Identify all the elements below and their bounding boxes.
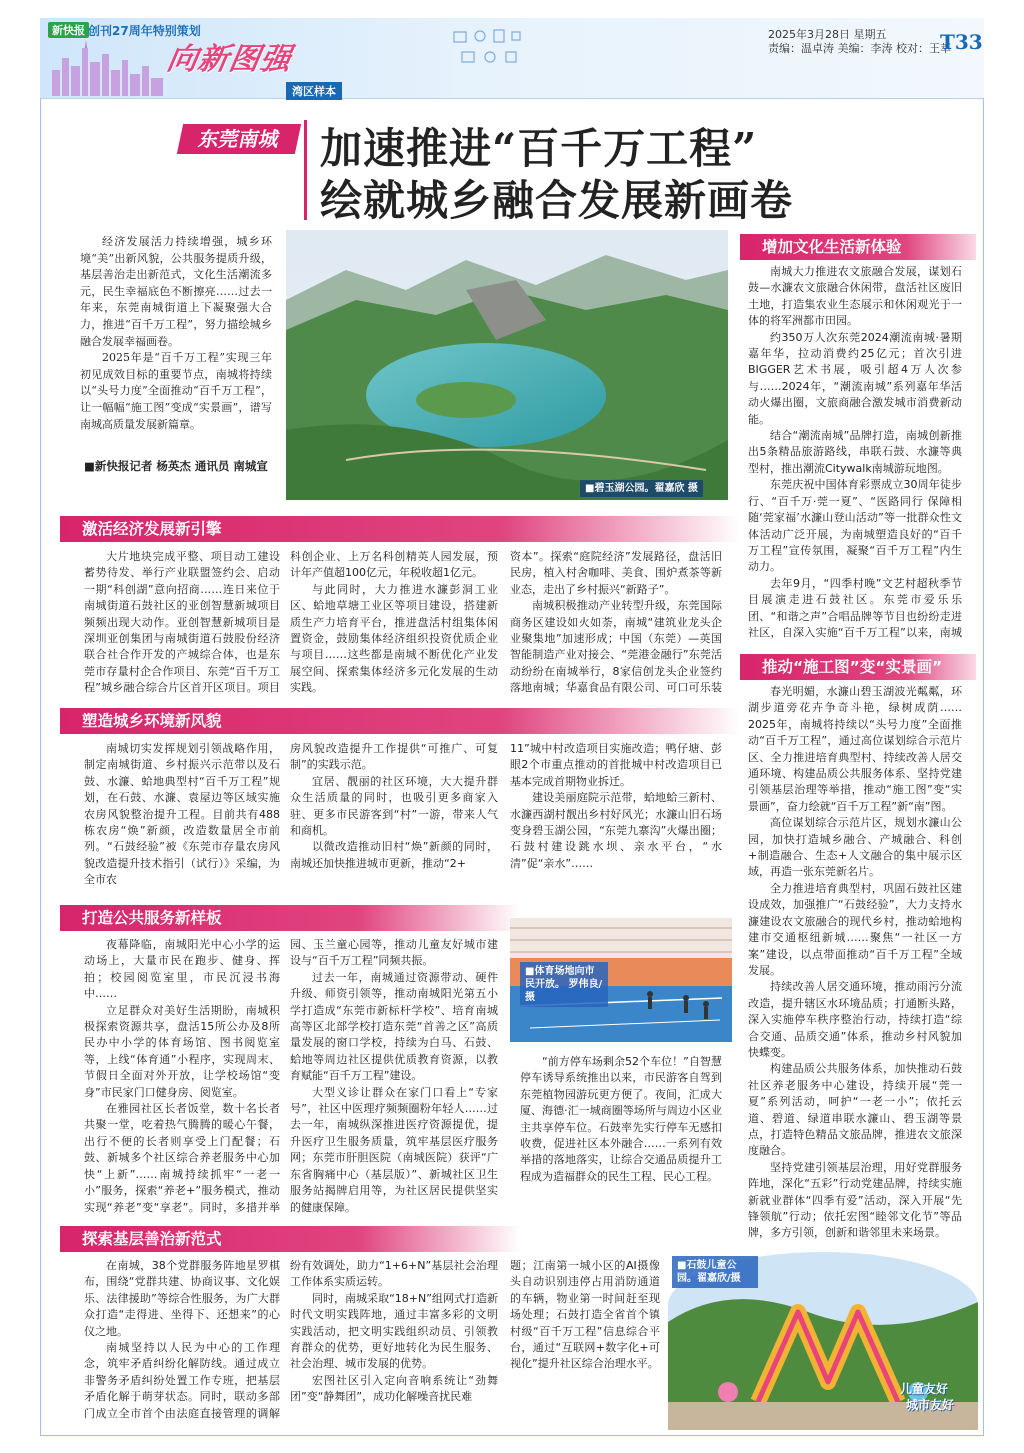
edition-label: 创刊27周年特别策划: [88, 24, 201, 38]
paragraph: 夜幕降临，南城阳光中心小学的运动场上，大量市民在跑步、健身、挥拍；校园阅览室里，市民沉浸书海中……: [84, 938, 280, 1001]
economy-col-3: [510, 549, 722, 697]
paragraph: 科创企业、上万名科创精英人园发展，预计年产值超100亿元，年税收超1亿元。: [290, 550, 498, 580]
public-service-col-2: [290, 937, 498, 1215]
lead-paragraph: 2025年是“百千万工程”实现三年初见成效目标的重要节点，南城将持续以“头号力度”全面推动“百千万工程”，让一幅幅“施工图”变成“实景画”，谱写南城高质量发展新篇章。: [80, 351, 272, 431]
governance-col-2: [290, 1258, 498, 1422]
page-number: T33: [940, 30, 983, 54]
kicker-label: 东莞南城: [177, 124, 301, 154]
lead-paragraph: 经济发展活力持续增强，城乡环境“美”出新风貌，公共服务提质升级，基层善治走出新范式，文化生活潮流多元，民生幸福底色不断擦亮……过去一年来，东莞南城街道上下凝聚强大合力，推进“百千万工程”，努力描绘城乡融合发展幸福画卷。: [80, 235, 272, 348]
paragraph: 宜居、靓丽的社区环境，大大提升群众生活质量的同时，也吸引更多商家入驻、更多市民游客到“村”一游，带来人气和商机。: [290, 774, 498, 838]
photo-caption-park: ■石鼓儿童公园。翟嘉欣/摄: [672, 1256, 758, 1288]
environment-col-3: [510, 741, 722, 889]
paragraph: 题；江南第一城小区的AI摄像头自动识别违停占用消防通道的车辆，物业第一时间赶至现场处理；石鼓打造全省首个镇村级“百千万工程”信息综合平台，通过“互联网+数字化+可视化”提升社区综合治理水平。: [510, 1259, 660, 1371]
paragraph: 同时，南城采取“18+N”组网式打造新时代文明实践阵地，通过丰富多彩的文明实践活动，把文明实践组织动员、引领教育群众的优势，更好地转化为民生服务、社会治理、城市发展的优势。: [290, 1291, 498, 1371]
paragraph: 高位谋划综合示范片区，规划水濂山公园，加快打造城乡融合、产城融合、科创+制造融合、生态+人文融合的集中展示区域，再造一张东莞新名片。: [748, 816, 962, 879]
paragraph: 过去一年，南城通过资源带动、硬件升级、师资引领等，推动南城阳光第五小学打造成“东莞市新标杆学校”、培育南城高等区北部学校打造东莞“首善之区”高质量发展的窗口学校，持续为白马、石鼓、蛤地等周边社区提供优质教育资源，以教育赋能“百千万工程”建设。: [290, 970, 498, 1083]
governance-col-1: [84, 1258, 280, 1422]
paragraph: 资本”。探索“庭院经济”发展路径，盘活旧民房，植入村舍咖啡、美食、围炉煮茶等新业态，走出了乡村振兴“新路子”。: [510, 550, 722, 596]
governance-col-3: [510, 1258, 660, 1422]
paragraph: 大型义诊让群众在家门口看上“专家号”，社区中医理疗频频圈粉年轻人……过去一年，南城纵深推进医疗资源提优，提升医疗卫生服务质量，筑牢基层医疗服务网；东莞市肝胆医院（南城医院）获评“广东省胸痛中心（基层版）”、新城社区卫生服务站揭牌启用等，为社区居民提供坚实的健康保障。: [290, 1085, 498, 1214]
paragraph: 与此同时，大力推进水濂彭洞工业区、蛤地草塘工业区等项目建设，搭建新质生产力培育平台，推进盘活村组集体闲置资金，鼓励集体经济组织投资优质企业与项目……这些都是南城不断优化产业发展空间、探索集体经济多元化发展的生动实践。: [290, 582, 498, 695]
paragraph: 东莞庆祝中国体育彩票成立30周年徒步行、“百千万·莞一夏”、“医路同行 保障相随‘莞家福’水濂山登山活动”等一批群众性文体活动广泛开展，为南城塑造良好的“百千万工程”宣传氛围，凝聚“百千万工程”内生动力。: [748, 478, 962, 574]
paragraph: 建设美丽庭院示范带，蛤地蛤三新村、水濂西湖村靓出乡村好风光；水濂山旧石场变身碧玉湖公园，“东莞九寨沟”火爆出圈；石鼓村建设跳水坝、亲水平台，“水清”促“亲水”……: [510, 791, 722, 870]
brand-logo: 新快报: [48, 22, 89, 38]
paragraph: 南城大力推进农文旅融合发展，谋划石鼓—水濂农文旅融合休闲带，盘活社区废旧土地，打造集农业生态展示和休闲观光于一体的将军洲都市田园。: [748, 265, 962, 328]
paragraph: 大片地块完成平整、项目动工建设蓄势待发、举行产业联盟签约会、启动一期“科创湖”意向招商……连日来位于南城街道石鼓社区的亚创智慧新城项目频频出现大动作。亚创智慧新城项目是深圳亚创集团与南城街道石鼓股份经济联合社合作开发的产城综合体，也是东莞市存量村企合作项目、东莞“百千万工程”城乡融合综合片区首开区项目。项目: [84, 550, 280, 695]
paragraph: 约350万人次东莞2024潮流南城·暑期嘉年华，拉动消费约25亿元；首次引进BIGGER艺术书展，吸引超4万人次参与……2024年，“潮流南城”系列嘉年华活动火爆出圈，文旅商融合激发城市消费新动能。: [748, 330, 962, 426]
blueprint-body: [748, 684, 962, 1264]
headline-line-2: 绘就城乡融合发展新画卷: [320, 176, 794, 225]
slogan-title: 向新图强: [164, 42, 295, 77]
paragraph: 以微改造推动旧村“焕”新颜的同时，南城还加快推进城市更新，推动“2+: [290, 840, 498, 870]
paragraph: 园、玉兰童心园等，推动儿童友好城市建设与“百千万工程”同频共振。: [290, 938, 498, 968]
lake-landscape-icon: [286, 230, 728, 500]
paragraph: “前方停车场剩余52个车位！”自智慧停车诱导系统推出以来，市民游客自驾到东莞植物园游玩更方便了。夜间，汇成大厦、海德·汇一城商圈等场所与周边小区业主共享停车位。石鼓率先实行停车无感扣收费，促进社区本外融合……一系列有效举措的落地落实，让综合交通品质提升工程成为造福群众的民生工程、民心工程。: [520, 1055, 722, 1183]
lake-park-photo: [286, 230, 728, 500]
paragraph: 在南城，38个党群服务阵地星罗棋布，围绕“党群共建、协商议事、文化娱乐、法律援助”等综合性服务，为广大群众打造“走得进、坐得下、还想来”的心仪之地。: [84, 1259, 280, 1338]
section-tag: 湾区样本: [286, 82, 342, 100]
paragraph: 纷有效调处，助力“1+6+N”基层社会治理工作体系实质运转。: [290, 1259, 498, 1289]
park-sign-line-1: 儿童友好: [900, 1382, 949, 1396]
paragraph: 宏图社区引入定向音响系统让“劲舞团”变“静舞团”，成功化解噪音扰民难: [290, 1373, 498, 1404]
paragraph: 春光明媚，水濂山碧玉湖波光粼粼，环湖步道旁花卉争奇斗艳，绿树成荫……2025年，南城将持续以“头号力度”全面推动“百千万工程”，通过高位谋划综合示范片区、全力推进培育典型村、持续改善人居交通环境、构建品质公共服务体系、坚持党建引领基层治理等举措，推动“施工图”变“实景画”，奋力绘就“百千万工程”新“南”图。: [748, 685, 962, 813]
photo-caption-sports: ■体育场地向市民开放。 罗伟良/摄: [520, 962, 608, 1007]
paragraph: 南城积极推动产业转型升级，东莞国际商务区建设如火如荼，南城“建筑业龙头企业聚集地”加速形成；中国（东莞）—英国智能制造产业对接会、“莞港金融行”东莞活动纷纷在南城举行，8家信创龙头企业签约落地南城；华嘉食品有限公司、可口可乐装: [510, 599, 722, 695]
public-service-col-1: [84, 937, 280, 1215]
public-service-col-3: [520, 1054, 722, 1214]
paragraph: 立足群众对美好生活期盼，南城积极探索资源共享，盘活15所公办及8所民办中小学的体育场馆、图书阅览室等，上线“体育通”小程序，实现周末、节假日全面对外开放，让学校场馆“变身”市民家门口健身房、阅览室。: [84, 1003, 280, 1099]
environment-col-1: [84, 741, 280, 889]
paragraph: 持续改善人居交通环境，推动雨污分流改造，提升辖区水环境品质；打通断头路，深入实施停车秩序整治行动，持续打造“综合交通、品质交通”体系，推动乡村风貌加快蝶变。: [748, 980, 962, 1059]
paragraph: 去年9月，“四季村晚”文艺村超秋季节目展演走进石鼓社区。东莞市爱乐乐团、“和谐之声”合唱品牌等节目也纷纷走进社区，自深入实施“百千万工程”以来，南城: [748, 576, 962, 639]
paragraph: 房风貌改造提升工作提供“可推广、可复制”的实践示范。: [290, 742, 498, 772]
paragraph: 构建品质公共服务体系，加快推动石鼓社区养老服务中心建设，持续开展“莞一夏”系列活动，呵护“一老一小”；依托云道、碧道、绿道串联水濂山、碧玉湖等景点，打造特色精品文旅品牌，推进农文旅深度融合。: [748, 1062, 962, 1158]
park-sign-line-2: 城市友好: [906, 1398, 955, 1412]
headline-divider: [304, 120, 307, 220]
paragraph: 坚持党建引领基层治理，用好党群服务阵地，深化“五彩”行动党建品牌，持续实施新就业群体“四季有爱”活动，深入开展“先锋领航”行动；依托宏图“睦邻文化节”等品牌，多方引领，创新和谐邻里未来场景。: [748, 1160, 962, 1240]
paragraph: 全力推进培育典型村，巩固石鼓社区建设成效，加强推广“石鼓经验”，大力支持水濂建设农文旅融合的现代乡村，推动蛤地构建市交通枢纽新城……聚焦“一社区一方案”建设，以点带面推动“百千万工程”全域发展。: [748, 881, 962, 977]
paragraph: 南城切实发挥规划引领战略作用，制定南城街道、乡村振兴示范带以及石鼓、水濂、蛤地典型村“百千万工程”规划，在石鼓、水濂、袁屋边等区域实施农房风貌整治提升工程。目前共有488栋农房“焕”新颜，改造数量居全市前列。“石鼓经验”被《东莞市存量农房风貌改造提升技术指引（试行）》采编，为全市农: [84, 742, 280, 887]
photo-caption-lake: ■碧玉湖公园。翟嘉欣 摄: [580, 480, 703, 497]
tech-decoration-icon: [450, 26, 530, 76]
lead-paragraphs: [80, 234, 272, 450]
editors-credit: 责编：温卓涛 美编：李涛 校对：王萃: [768, 42, 951, 55]
paragraph: 在雅园社区长者饭堂，数十名长者共聚一堂，吃着热气腾腾的暖心午餐，出行不便的长者则享受上门配餐；石鼓、新城多个社区综合养老服务中心加快“上新”……南城持续抓牢“一老一小”服务，探索“养老+”服务模式，推动实现“养老”变“享老”。同时，多措并举: [84, 1102, 280, 1214]
section-heading-culture: 增加文化生活新体验: [740, 234, 976, 260]
byline: ■新快报记者 杨英杰 通讯员 南城宣: [84, 459, 268, 473]
economy-col-2: [290, 549, 498, 697]
section-heading-public-service: 打造公共服务新样板: [60, 905, 520, 931]
headline-line-1: 加速推进“百千万工程”: [320, 124, 758, 173]
section-heading-economy: 激活经济发展新引擎: [60, 516, 740, 542]
paragraph: 南城坚持以人民为中心的工作理念，筑牢矛盾纠纷化解防线。通过成立非警务矛盾纠纷处置工作专班，把基层矛盾化解于萌芽状态。同时，联动多部门成立全市首个由法庭直接管理的调解: [84, 1341, 280, 1420]
section-heading-blueprint: 推动“施工图”变“实景画”: [740, 654, 976, 680]
culture-body: [748, 264, 962, 642]
paragraph: 结合“潮流南城”品牌打造，南城创新推出5条精品旅游路线，串联石鼓、水濂等典型村，推出潮流Citywalk南城游玩地图。: [748, 429, 962, 475]
environment-col-2: [290, 741, 498, 889]
section-heading-governance: 探索基层善治新范式: [60, 1226, 520, 1252]
paragraph: 11”城中村改造项目实施改造；鸭仔塘、彭眼2个市重点推动的首批城中村改造项目已基本完成首期物业拆迁。: [510, 742, 722, 788]
issue-date: 2025年3月28日 星期五: [768, 28, 887, 41]
section-heading-environment: 塑造城乡环境新风貌: [60, 708, 740, 734]
city-skyline-icon: [50, 40, 170, 96]
economy-col-1: [84, 549, 280, 697]
